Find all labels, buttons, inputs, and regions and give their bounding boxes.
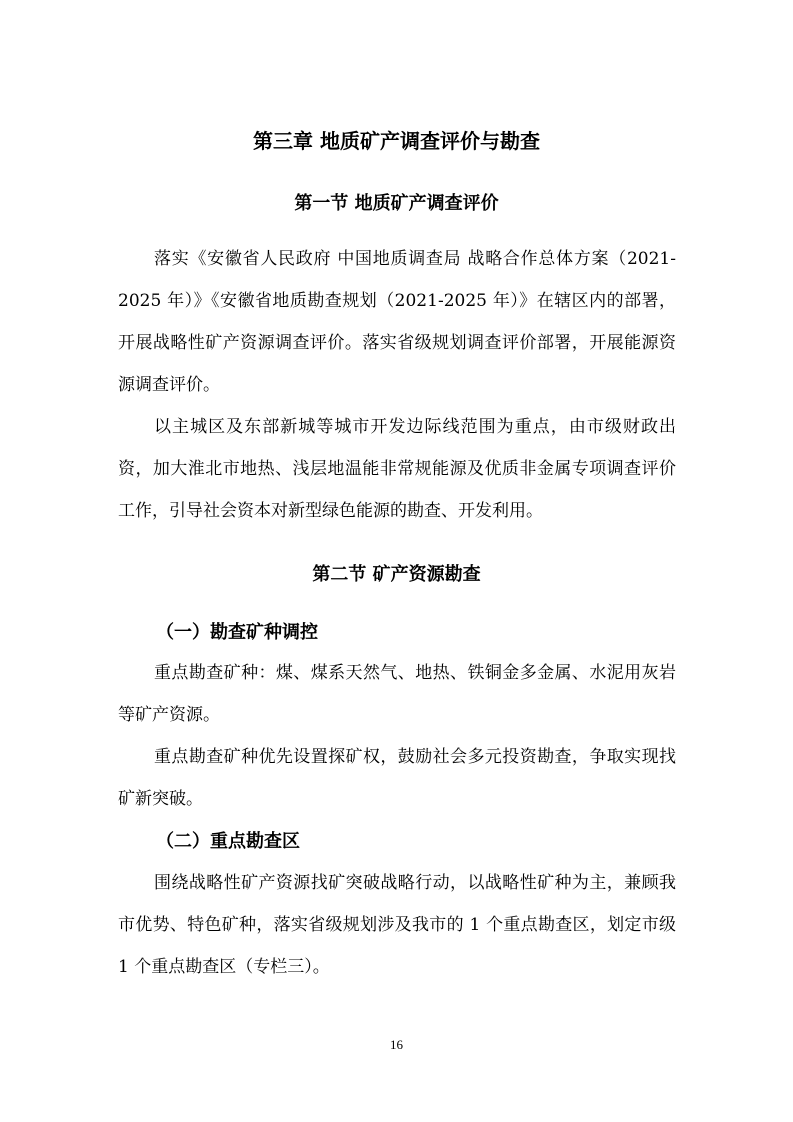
paragraph-1: 落实《安徽省人民政府 中国地质调查局 战略合作总体方案（2021-2025 年）》《安徽省地质勘查规划（2021-2025 年）》在辖区内的部署，开展战略性矿产资源调查评价。落实省级规划调查评价部署，开展能源资源调查评价。 xyxy=(118,249,676,395)
subsection-title-2: （二）重点勘查区 xyxy=(156,831,300,852)
paragraph-3: 重点勘查矿种：煤、煤系天然气、地热、铁铜金多金属、水泥用灰岩等矿产资源。 xyxy=(118,663,676,725)
section-title-1: 第一节 地质矿产调查评价 xyxy=(294,193,499,214)
section-title-2: 第二节 矿产资源勘查 xyxy=(312,564,481,585)
paragraph-2: 以主城区及东部新城等城市开发边际线范围为重点，由市级财政出资，加大淮北市地热、浅层地温能非常规能源及优质非金属专项调查评价工作，引导社会资本对新型绿色能源的勘查、开发利用。 xyxy=(118,417,676,521)
chapter-title: 第三章 地质矿产调查评价与勘查 xyxy=(253,129,540,153)
subsection-title-1: （一）勘查矿种调控 xyxy=(156,622,318,643)
page-number: 16 xyxy=(390,1037,403,1052)
paragraph-5: 围绕战略性矿产资源找矿突破战略行动，以战略性矿种为主，兼顾我市优势、特色矿种，落实省级规划涉及我市的 1 个重点勘查区，划定市级 1 个重点勘查区（专栏三）。 xyxy=(118,873,676,977)
paragraph-4: 重点勘查矿种优先设置探矿权，鼓励社会多元投资勘查，争取实现找矿新突破。 xyxy=(118,747,676,809)
